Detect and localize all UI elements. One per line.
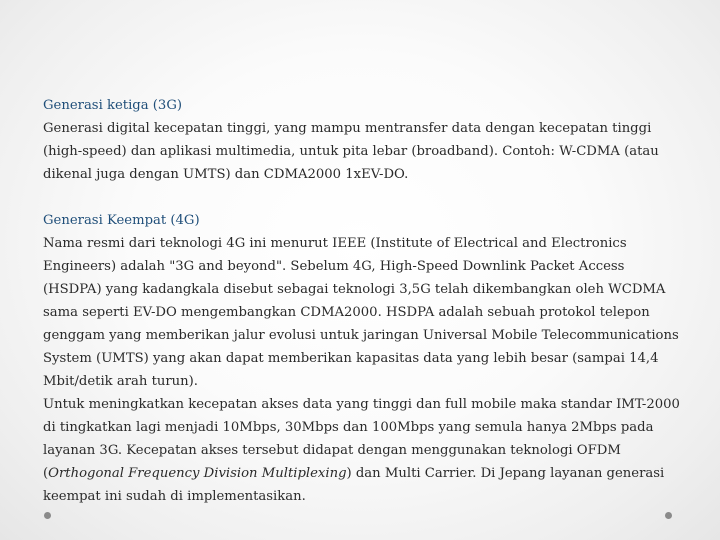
slide-content [43,94,683,508]
ofdm-expansion: Orthogonal Frequency Division Multiplexing [48,466,347,481]
paragraph-4g-speed-text-1: Untuk meningkatkan kecepatan akses data yang tinggi dan full mobile maka standar IMT-2000 di tingkatkan lagi menjadi 10Mbps, 30Mbps dan 100Mbps yang semula hanya 2Mbps pada layanan 3G. Kecepatan akses tersebut didapat dengan menggunakan teknologi OFDM ( [43,397,680,481]
bottom-right-dot-icon [665,512,672,519]
paragraph-4g-speed [43,393,683,508]
paragraph-4g-intro: Nama resmi dari teknologi 4G ini menurut IEEE (Institute of Electrical and Electronics Engineers) adalah "3G and beyond". Sebelum 4G, High-Speed Downlink Packet Access (HSDPA) yang kadangkala disebut sebagai teknologi 3,5G telah dikembangkan oleh WCDMA sama seperti EV-DO mengembangkan CDMA2000. HSDPA adalah sebuah protokol telepon genggam yang memberikan jalur evolusi untuk jaringan Universal Mobile Telecommunications System (UMTS) yang akan dapat memberikan kapasitas data yang lebih besar (sampai 14,4 Mbit/detik arah turun). [43,236,679,389]
heading-3g: Generasi ketiga (3G) [43,98,183,113]
bottom-left-dot-icon [44,512,51,519]
heading-4g: Generasi Keempat (4G) [43,213,200,228]
section-spacer [43,186,683,209]
paragraph-3g: Generasi digital kecepatan tinggi, yang mampu mentransfer data dengan kecepatan tinggi (high-speed) dan aplikasi multimedia, untuk pita lebar (broadband). Contoh: W-CDMA (atau dikenal juga dengan UMTS) dan CDMA2000 1xEV-DO. [43,121,659,182]
paragraph-4g-speed-text-2: ) dan Multi Carrier. Di Jepang layanan generasi keempat ini sudah di implementasikan. [43,466,665,504]
